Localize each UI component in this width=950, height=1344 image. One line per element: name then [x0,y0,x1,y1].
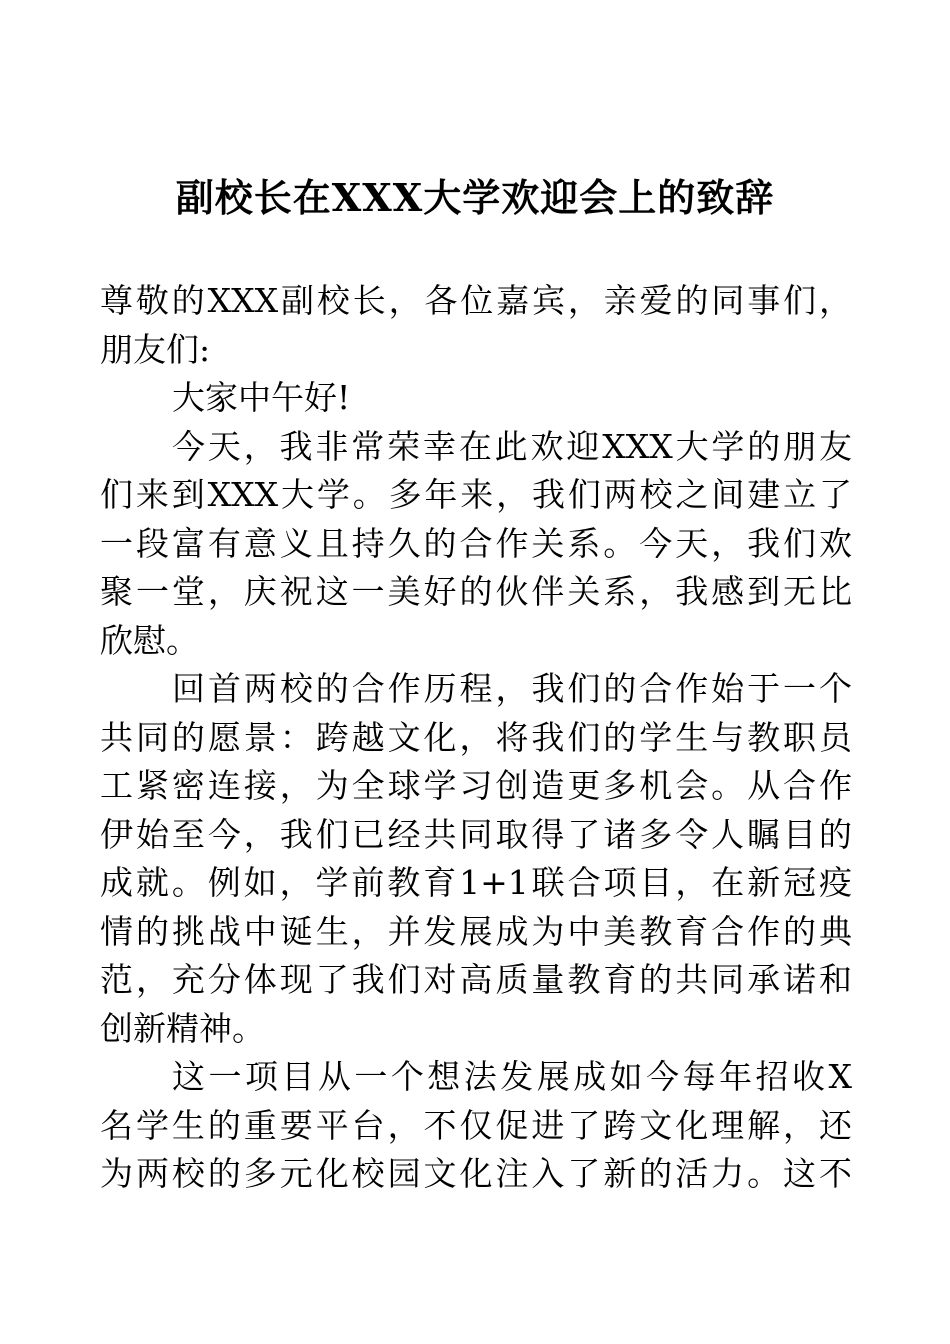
body-line: 情的挑战中诞生，并发展成为中美教育合作的典 [100,911,852,951]
body-line: 这一项目从一个想法发展成如今每年招收X [172,1057,852,1096]
document-title: 副校长在XXX大学欢迎会上的致辞 [175,175,775,220]
body-line: 尊敬的XXX副校长，各位嘉宾，亲爱的同事们， [100,281,852,320]
body-line: 欣慰。 [100,620,199,660]
body-line: 工紧密连接，为全球学习创造更多机会。从合作 [100,766,852,805]
body-line: 伊始至今，我们已经共同取得了诸多令人瞩目的 [100,814,852,854]
body-line: 今天，我非常荣幸在此欢迎XXX大学的朋友 [172,426,852,466]
body-line: 名学生的重要平台，不仅促进了跨文化理解，还 [100,1105,852,1145]
body-line: 大家中午好! [172,378,351,417]
document-body [100,277,852,1199]
body-line: 成就。例如，学前教育1+1联合项目，在新冠疫 [100,863,852,902]
body-line: 创新精神。 [100,1008,265,1048]
body-line: 共同的愿景：跨越文化，将我们的学生与教职员 [100,717,852,757]
body-line: 回首两校的合作历程，我们的合作始于一个 [172,669,852,708]
body-line: 朋友们: [100,329,211,369]
body-line: 们来到XXX大学。多年来，我们两校之间建立了 [100,475,852,514]
body-line: 范，充分体现了我们对高质量教育的共同承诺和 [100,960,852,999]
body-line: 一段富有意义且持久的合作关系。今天，我们欢 [100,523,852,563]
body-line: 为两校的多元化校园文化注入了新的活力。这不 [100,1154,852,1193]
body-line: 聚一堂，庆祝这一美好的伙伴关系，我感到无比 [100,572,852,611]
